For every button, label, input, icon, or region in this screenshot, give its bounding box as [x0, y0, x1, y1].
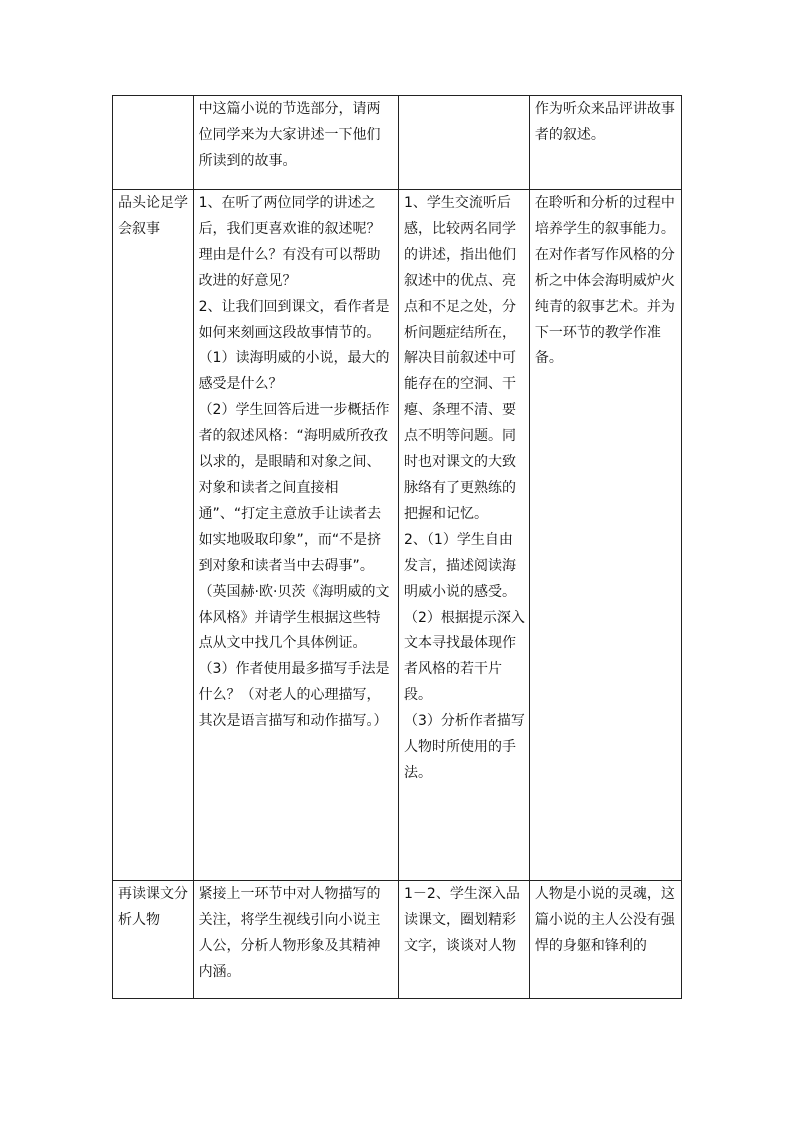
student-activity-cell [399, 96, 530, 190]
teacher-activity-cell [193, 881, 398, 999]
purpose-paragraph: 人物是小说的灵魂，这篇小说的主人公没有强悍的身躯和锋利的 [534, 886, 675, 954]
teacher-paragraph: （2）学生回答后进一步概括作者的叙述风格：“海明威所孜孜以求的，是眼睛和对象之间、对象和读者之间直接相通”、“打定主意放手让读者去如实地吸取印象”，而“不是挤到对象和读者当中去碍事”。（英国赫·欧·贝茨《海明威的文体风格》并请学生根据这些特点从文中找几个具体例证。 [198, 402, 390, 652]
student-activity-cell [399, 881, 530, 999]
student-paragraph: 1－2、学生深入品读课文，圈划精彩文字，谈谈对人物 [404, 886, 520, 954]
student-paragraph: （3）分析作者描写人物时所使用的手法。 [404, 713, 525, 781]
purpose-paragraph: 作为听众来品评讲故事者的叙述。 [534, 101, 675, 143]
table-row [113, 881, 682, 999]
table-row [113, 190, 682, 881]
teacher-paragraph: 中这篇小说的节选部分，请两位同学来为大家讲述一下他们所读到的故事。 [198, 101, 381, 169]
purpose-cell [529, 190, 681, 881]
teacher-paragraph: 紧接上一环节中对人物描写的关注，将学生视线引向小说主人公，分析人物形象及其精神内涵。 [198, 886, 381, 980]
stage-cell [113, 96, 194, 190]
student-paragraph: （2）根据提示深入文本寻找最体现作者风格的若干片段。 [404, 609, 525, 704]
purpose-paragraph: 在聆听和分析的过程中培养学生的叙事能力。在对作者写作风格的分析之中体会海明威炉火纯青的叙事艺术。并为下一环节的教学作准备。 [534, 195, 675, 367]
purpose-cell [529, 881, 681, 999]
teacher-activity-cell [193, 96, 398, 190]
teacher-paragraph: （1）读海明威的小说，最大的感受是什么？ [198, 350, 390, 393]
teacher-paragraph: 1、在听了两位同学的讲述之后，我们更喜欢谁的叙述呢？理由是什么？有没有可以帮助改进的好意见？ [198, 195, 381, 289]
student-paragraph: 2、（1）学生自由发言，描述阅读海明威小说的感受。 [404, 531, 516, 600]
table-row [113, 96, 682, 190]
lesson-plan-table [112, 95, 682, 999]
teacher-activity-cell [193, 190, 398, 881]
teacher-paragraph: 2、让我们回到课文，看作者是如何来刻画这段故事情节的。 [198, 298, 390, 341]
stage-cell: 再读课文分析人物 [113, 881, 194, 999]
student-activity-cell [399, 190, 530, 881]
purpose-cell [529, 96, 681, 190]
stage-cell: 品头论足学会叙事 [113, 190, 194, 881]
teacher-paragraph: （3）作者使用最多描写手法是什么？（对老人的心理描写，其次是语言描写和动作描写。） [198, 661, 390, 730]
student-paragraph: 1、学生交流听后感，比较两名同学的讲述，指出他们叙述中的优点、亮点和不足之处，分析问题症结所在，解决目前叙述中可能存在的空洞、干瘪、条理不清、要点不明等问题。同时也对课文的大致脉络有了更熟练的把握和记忆。 [404, 195, 516, 522]
